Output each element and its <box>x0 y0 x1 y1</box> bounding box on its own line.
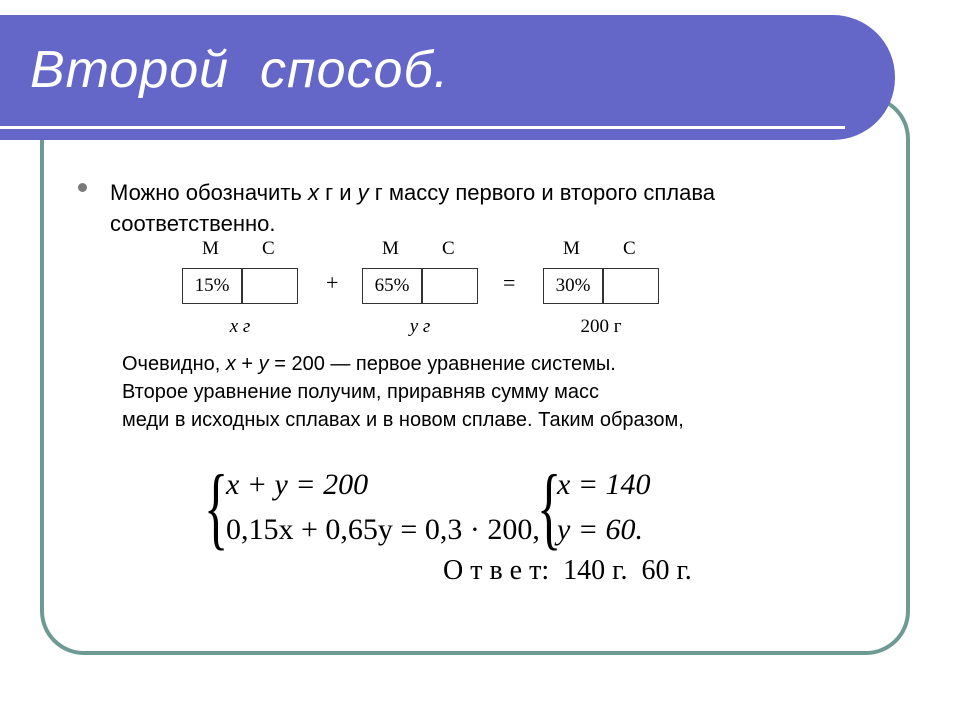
para-line-1 <box>122 350 684 378</box>
title-underline <box>0 126 845 129</box>
equation: x + y = 200 <box>226 468 369 501</box>
alloy-box <box>182 268 298 304</box>
para-part: = 200 — первое уравнение системы. <box>268 353 616 375</box>
mass-label: x г <box>229 316 251 337</box>
var-y: y <box>258 353 269 375</box>
box-divider <box>421 269 423 303</box>
left-brace-2: { <box>537 456 562 558</box>
bullet-text <box>110 177 870 239</box>
m-label: М <box>382 238 399 259</box>
m-label: М <box>563 238 580 259</box>
bullet-part: Можно обозначить <box>110 180 308 205</box>
plus-sign: + <box>326 270 339 295</box>
para-part: Очевидно, <box>122 353 226 375</box>
system1-eq1 <box>226 468 368 502</box>
equation: x = 140 <box>557 468 651 501</box>
m-label: М <box>202 238 219 259</box>
bullet-part: г и <box>319 180 358 205</box>
explanation-paragraph <box>122 350 684 434</box>
alloy-box <box>362 268 478 304</box>
system2-eq2 <box>557 513 643 547</box>
percent-value: 15% <box>194 275 230 296</box>
var-x: x <box>308 180 319 205</box>
c-label: С <box>262 238 275 259</box>
mass-label: y г <box>409 316 431 337</box>
box-divider <box>602 269 604 303</box>
equals-sign: = <box>503 270 516 295</box>
slide-title: Второй способ. <box>30 41 450 99</box>
var-x: x <box>225 353 236 375</box>
c-label: С <box>623 238 636 259</box>
system1-eq2 <box>226 513 540 547</box>
system2-eq1 <box>557 468 651 502</box>
bullet-dot <box>78 183 87 192</box>
percent-value: 30% <box>555 275 591 296</box>
equation: 0,15x + 0,65y = 0,3 · 200, <box>226 513 540 546</box>
var-y: y <box>357 180 369 205</box>
left-brace-1: { <box>204 456 229 558</box>
c-label: С <box>442 238 455 259</box>
percent-value: 65% <box>374 275 410 296</box>
answer-line: О т в е т: 140 г. 60 г. <box>443 555 692 586</box>
mass-label: 200 г <box>580 316 622 337</box>
alloy-box <box>543 268 659 304</box>
bullet-part: г массу первого и второго сплава соответственно. <box>110 180 716 236</box>
para-line-3: меди в исходных сплавах и в новом сплаве. Таким образом, <box>122 409 684 431</box>
box-divider <box>241 269 243 303</box>
para-line-2: Второе уравнение получим, приравняв сумму масс <box>122 381 599 403</box>
para-part: + <box>235 353 259 375</box>
equation: y = 60. <box>557 513 644 546</box>
